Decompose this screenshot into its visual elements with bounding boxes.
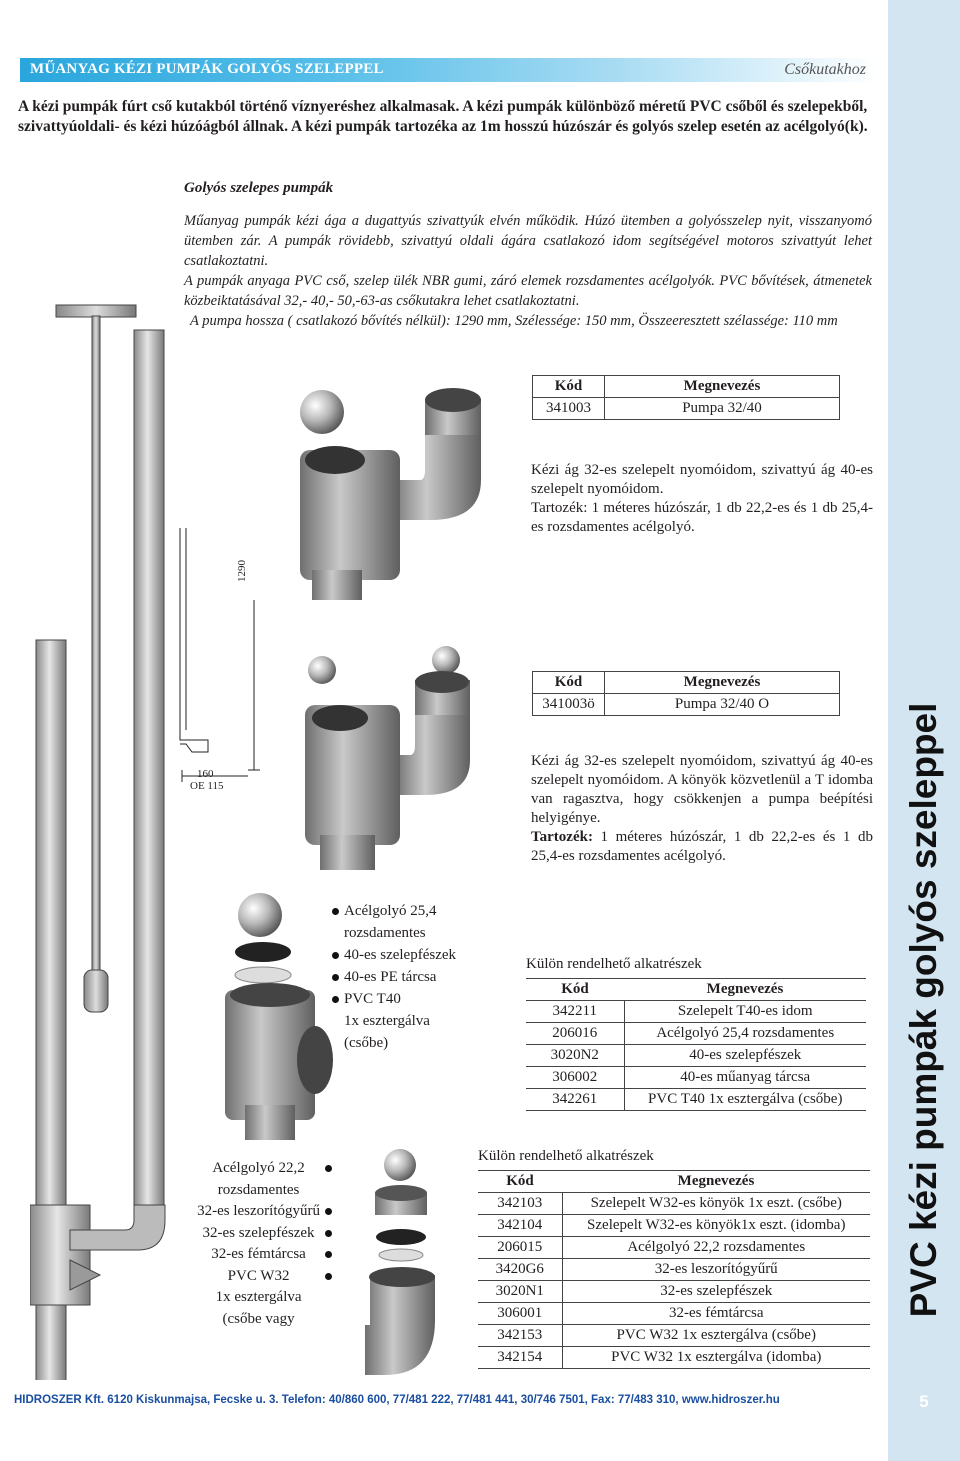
intro-text: A kézi pumpák fúrt cső kutakból történő víznyeréshez alkalmasak. A kézi pumpák különböző méretű PVC csőből és szelepekből, szivattyúoldali- és kézi húzóágból állnak. A kézi pumpák tartozéka az 1m hosszú húzószár és golyós szelep esetén az acélgolyó(k). bbox=[18, 98, 868, 135]
col-code: Kód bbox=[533, 376, 605, 398]
table-row bbox=[478, 1215, 870, 1237]
col-code: Kód bbox=[478, 1171, 562, 1193]
accessories-text: 1 méteres húzószár, 1 db 22,2-es és 1 db 25,4-es rozsdamentes acélgolyó. bbox=[531, 829, 873, 864]
label-pvc-w32 bbox=[197, 1266, 332, 1288]
dimension-length: 1290 bbox=[236, 560, 248, 582]
label-steel-ball bbox=[197, 1158, 332, 1180]
part-code: 342103 bbox=[478, 1193, 562, 1215]
part-name: PVC W32 1x esztergálva (csőbe) bbox=[562, 1325, 870, 1347]
dimension-width: 160 bbox=[197, 768, 214, 780]
part-code: 342154 bbox=[478, 1347, 562, 1369]
description-paragraph: Műanyag pumpák kézi ága a dugattyús szivattyúk elvén működik. Húzó ütemben a golyósszelep nyit, visszanyomó ütemben zár. A pumpák rövidebb, szivattyú oldali ágára csatlakozó idom segítségével motoros szivattyút lehet csatlakoztatni. bbox=[184, 213, 872, 269]
sidebar-title: PVC kézi pumpák golyós szeleppel bbox=[903, 702, 944, 1318]
steel-ball bbox=[432, 646, 460, 674]
part-name: 40-es műanyag tárcsa bbox=[624, 1067, 866, 1089]
product-table-2 bbox=[532, 671, 840, 716]
part-name: PVC T40 1x esztergálva (csőbe) bbox=[624, 1089, 866, 1111]
table-row bbox=[478, 1347, 870, 1369]
table-row bbox=[526, 1045, 866, 1067]
part-name: Acélgolyó 25,4 rozsdamentes bbox=[624, 1023, 866, 1045]
label-steel-ball bbox=[322, 900, 456, 922]
header-bar bbox=[20, 58, 878, 82]
label-text: 32-es leszorítógyűrű bbox=[197, 1203, 320, 1219]
part-name: 32-es fémtárcsa bbox=[562, 1303, 870, 1325]
section-description bbox=[184, 211, 872, 331]
col-code: Kód bbox=[533, 672, 605, 694]
table-row bbox=[526, 1067, 866, 1089]
part-code: 342153 bbox=[478, 1325, 562, 1347]
page-number: 5 bbox=[919, 1392, 929, 1411]
label-text: 32-es szelepfészek bbox=[202, 1224, 315, 1241]
col-name: Megnevezés bbox=[605, 376, 840, 398]
label-text: (csőbe) bbox=[344, 1035, 389, 1051]
page-title: MŰANYAG KÉZI PUMPÁK GOLYÓS SZELEPPEL bbox=[30, 61, 384, 77]
page-category: Csőkutakhoz bbox=[784, 61, 866, 78]
table-row bbox=[478, 1237, 870, 1259]
label-text: 40-es PE tárcsa bbox=[344, 969, 437, 985]
pump-32-40-image bbox=[280, 380, 510, 610]
parts-caption-40: Külön rendelhető alkatrészek bbox=[526, 956, 702, 972]
col-name: Megnevezés bbox=[605, 672, 840, 694]
accessories-label: Tartozék: bbox=[531, 829, 593, 845]
pull-rod bbox=[92, 316, 100, 986]
part-code: 342211 bbox=[526, 1001, 624, 1023]
part-code: 3020N1 bbox=[478, 1281, 562, 1303]
label-text: PVC W32 bbox=[227, 1267, 290, 1284]
part-code: 3020N2 bbox=[526, 1045, 624, 1067]
product-accessories: Tartozék: 1 méteres húzószár, 1 db 22,2-es és 1 db 25,4-es rozsdamentes acélgolyó. bbox=[531, 500, 873, 535]
part-name: Szelepelt W32-es könyök 1x eszt. (csőbe) bbox=[562, 1193, 870, 1215]
part-code: 206015 bbox=[478, 1237, 562, 1259]
part-code: 342104 bbox=[478, 1215, 562, 1237]
product-code: 341003ö bbox=[533, 694, 605, 716]
table-row bbox=[526, 1089, 866, 1111]
label-text: Acélgolyó 22,2 bbox=[212, 1160, 305, 1176]
part-name: 40-es szelepfészek bbox=[624, 1045, 866, 1067]
product-desc: Kézi ág 32-es szelepelt nyomóidom, szivattyú ág 40-es szelepelt nyomóidom. bbox=[531, 462, 873, 497]
label-valve-seat bbox=[322, 944, 456, 966]
col-name: Megnevezés bbox=[562, 1171, 870, 1193]
steel-ball bbox=[384, 1149, 416, 1181]
part-code: 306001 bbox=[478, 1303, 562, 1325]
part-name: 32-es szelepfészek bbox=[562, 1281, 870, 1303]
part-name: Acélgolyó 22,2 rozsdamentes bbox=[562, 1237, 870, 1259]
table-row bbox=[478, 1303, 870, 1325]
product-name: Pumpa 32/40 O bbox=[605, 694, 840, 716]
label-text: Acélgolyó 25,4 bbox=[344, 903, 437, 919]
label-valve-seat bbox=[197, 1223, 332, 1245]
t40-parts-labels bbox=[322, 900, 456, 1054]
product-table-1 bbox=[532, 375, 840, 420]
label-text: 1x esztergálva bbox=[344, 1013, 430, 1029]
label-text: PVC T40 bbox=[344, 991, 401, 1007]
pump-32-40-o-image bbox=[300, 640, 500, 880]
parts-caption-32: Külön rendelhető alkatrészek bbox=[478, 1148, 654, 1164]
part-code: 306002 bbox=[526, 1067, 624, 1089]
label-text: rozsdamentes bbox=[344, 925, 426, 941]
footer-contact: HIDROSZER Kft. 6120 Kiskunmajsa, Fecske u. 3. Telefon: 40/860 600, 77/481 222, 77/481 441, 30/746 7501, Fax: 77/483 310, www.hidroszer.hu bbox=[14, 1394, 780, 1406]
label-text: (csőbe vagy bbox=[222, 1310, 295, 1327]
tee-fitting bbox=[30, 1205, 90, 1305]
w32-parts-labels bbox=[197, 1158, 332, 1330]
part-name: PVC W32 1x esztergálva (idomba) bbox=[562, 1347, 870, 1369]
label-text: rozsdamentes bbox=[217, 1181, 300, 1198]
col-name: Megnevezés bbox=[624, 979, 866, 1001]
label-text: 1x esztergálva bbox=[215, 1289, 302, 1305]
product-accessories bbox=[531, 828, 873, 866]
description-paragraph: A pumpa hossza ( csatlakozó bővítés nélkül): 1290 mm, Szélessége: 150 mm, Összeeresztett szélassége: 110 mm bbox=[190, 313, 838, 329]
table-row bbox=[478, 1259, 870, 1281]
table-row bbox=[526, 1023, 866, 1045]
dimension-oe: OE 115 bbox=[190, 780, 224, 792]
product-name: Pumpa 32/40 bbox=[605, 398, 840, 420]
steel-ball bbox=[308, 656, 336, 684]
col-code: Kód bbox=[526, 979, 624, 1001]
part-name: 32-es leszorítógyűrű bbox=[562, 1259, 870, 1281]
label-metal-disc bbox=[197, 1244, 332, 1266]
label-clamp-ring bbox=[197, 1201, 332, 1223]
product-code: 341003 bbox=[533, 398, 605, 420]
table-row bbox=[478, 1193, 870, 1215]
table-row bbox=[478, 1281, 870, 1303]
parts-table-40 bbox=[526, 978, 866, 1111]
label-pvc-t40 bbox=[322, 988, 456, 1010]
section-title: Golyós szelepes pumpák bbox=[184, 180, 334, 196]
part-name: Szelepelt W32-es könyök1x eszt. (idomba) bbox=[562, 1215, 870, 1237]
part-name: Szelepelt T40-es idom bbox=[624, 1001, 866, 1023]
label-text: 40-es szelepfészek bbox=[344, 947, 457, 963]
description-paragraph: A pumpák anyaga PVC cső, szelep ülék NBR gumi, záró elemek rozsdamentes acélgolyók. PVC bővítések, átmenetek közbeiktatásával 32,- 40,- 50,-63-as csőkutakra lehet csatlakoztatni. bbox=[184, 273, 872, 309]
parts-table-32 bbox=[478, 1170, 870, 1369]
steel-ball bbox=[238, 893, 282, 937]
label-text: 32-es fémtárcsa bbox=[211, 1246, 306, 1262]
part-code: 3420G6 bbox=[478, 1259, 562, 1281]
part-code: 342261 bbox=[526, 1089, 624, 1111]
product-desc: Kézi ág 32-es szelepelt nyomóidom, szivattyú ág 40-es szelepelt nyomóidom. A könyök közvetlenül a T idomba van ragasztva, hogy csökkenjen a pumpa beépítési helyigénye. bbox=[531, 753, 873, 826]
product-1-description bbox=[531, 461, 873, 537]
steel-ball bbox=[300, 390, 344, 434]
hand-pipe bbox=[134, 330, 164, 1220]
rod-piston bbox=[84, 970, 108, 1012]
table-row bbox=[526, 1001, 866, 1023]
handle-bar bbox=[56, 305, 136, 317]
table-row bbox=[478, 1325, 870, 1347]
label-pe-disc bbox=[322, 966, 456, 988]
product-2-description bbox=[531, 752, 873, 866]
part-code: 206016 bbox=[526, 1023, 624, 1045]
w32-exploded-image bbox=[350, 1145, 460, 1385]
